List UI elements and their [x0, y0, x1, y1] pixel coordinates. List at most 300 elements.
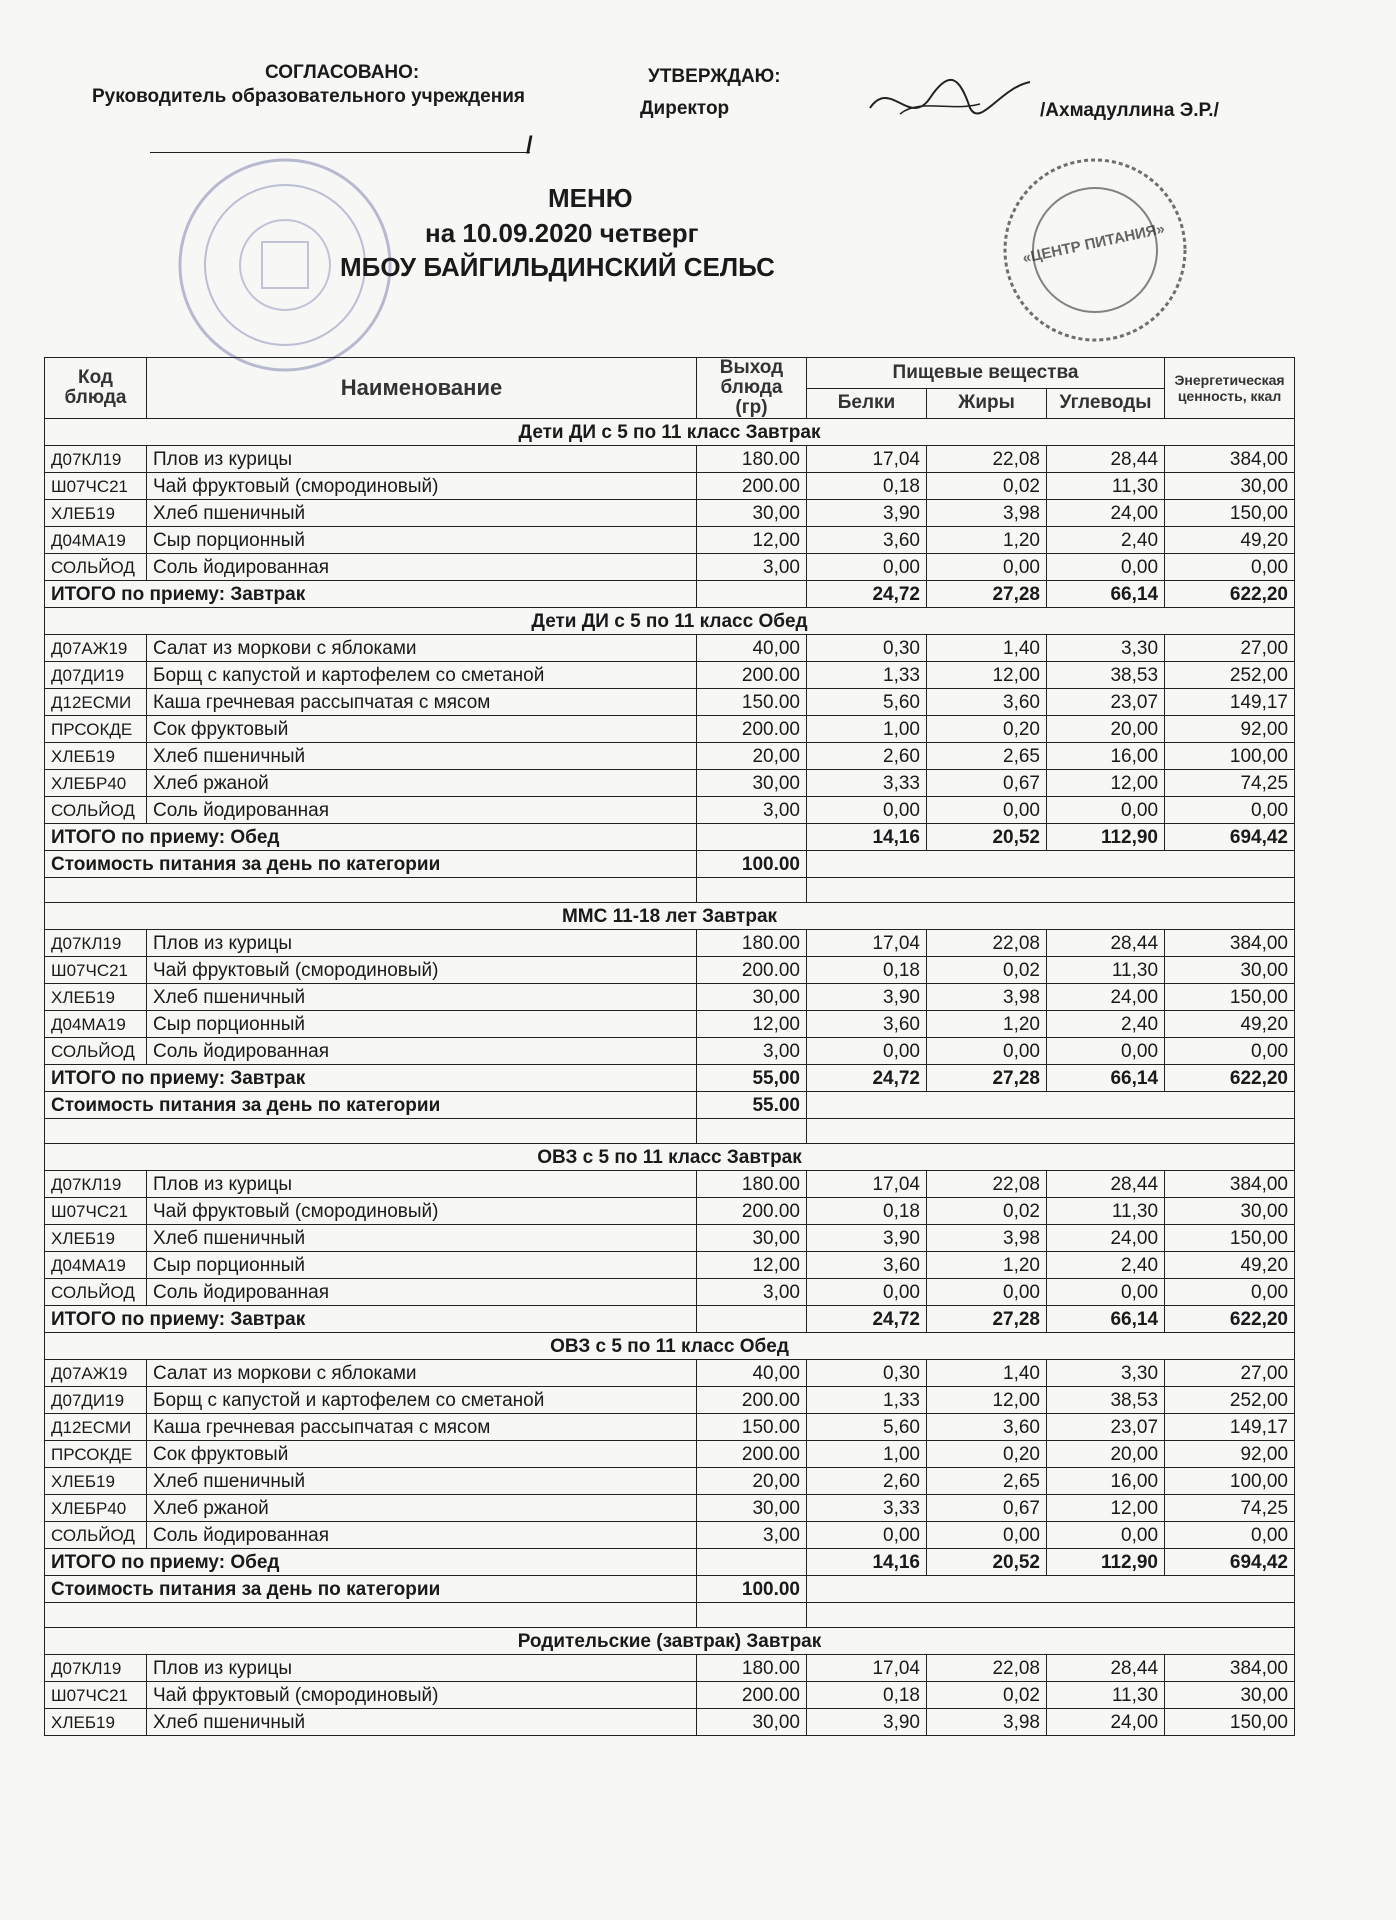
dish-name: Хлеб пшеничный — [147, 1468, 697, 1495]
dish-code: Д07КЛ19 — [45, 930, 147, 957]
dish-energy: 0,00 — [1165, 797, 1295, 824]
dish-fats: 0,02 — [927, 473, 1047, 500]
total-proteins: 24,72 — [807, 1306, 927, 1333]
total-energy: 622,20 — [1165, 581, 1295, 608]
cost-empty — [807, 851, 1295, 878]
dish-code: ХЛЕБ19 — [45, 1468, 147, 1495]
dish-name: Чай фруктовый (смородиновый) — [147, 473, 697, 500]
dish-yield: 40,00 — [697, 635, 807, 662]
dish-yield: 12,00 — [697, 527, 807, 554]
total-row — [45, 1306, 1295, 1333]
dish-code: СОЛЬЙОД — [45, 554, 147, 581]
dish-carbs: 3,30 — [1047, 1360, 1165, 1387]
dish-carbs: 0,00 — [1047, 797, 1165, 824]
dish-code: ХЛЕБР40 — [45, 770, 147, 797]
blank-cell — [807, 1119, 1295, 1144]
dish-code: Д07КЛ19 — [45, 446, 147, 473]
blank-cell — [697, 878, 807, 903]
dish-energy: 27,00 — [1165, 635, 1295, 662]
dish-yield: 20,00 — [697, 1468, 807, 1495]
dish-code: ХЛЕБ19 — [45, 743, 147, 770]
dish-energy: 92,00 — [1165, 716, 1295, 743]
dish-name: Хлеб пшеничный — [147, 1709, 697, 1736]
dish-energy: 30,00 — [1165, 1682, 1295, 1709]
dish-proteins: 3,60 — [807, 1252, 927, 1279]
total-carbs: 66,14 — [1047, 1065, 1165, 1092]
dish-energy: 0,00 — [1165, 1279, 1295, 1306]
dish-yield: 150.00 — [697, 1414, 807, 1441]
section-row — [45, 608, 1295, 635]
total-label: ИТОГО по приему: Обед — [45, 1549, 697, 1576]
total-row — [45, 1065, 1295, 1092]
dish-code: ХЛЕБ19 — [45, 1709, 147, 1736]
dish-proteins: 3,33 — [807, 1495, 927, 1522]
dish-name: Соль йодированная — [147, 554, 697, 581]
dish-name: Чай фруктовый (смородиновый) — [147, 957, 697, 984]
total-fats: 27,28 — [927, 1306, 1047, 1333]
dish-fats: 1,40 — [927, 635, 1047, 662]
dish-proteins: 3,90 — [807, 500, 927, 527]
table-row — [45, 1171, 1295, 1198]
dish-fats: 0,00 — [927, 1038, 1047, 1065]
dish-carbs: 11,30 — [1047, 957, 1165, 984]
total-row — [45, 1549, 1295, 1576]
blank-cell — [45, 1119, 697, 1144]
dish-carbs: 24,00 — [1047, 1225, 1165, 1252]
dish-name: Хлеб пшеничный — [147, 500, 697, 527]
dish-name: Чай фруктовый (смородиновый) — [147, 1198, 697, 1225]
dish-code: СОЛЬЙОД — [45, 797, 147, 824]
dish-code: Д07ДИ19 — [45, 1387, 147, 1414]
dish-proteins: 0,18 — [807, 1682, 927, 1709]
table-row — [45, 527, 1295, 554]
center-seal-text: «ЦЕНТР ПИТАНИЯ» — [1021, 220, 1167, 268]
dish-fats: 0,00 — [927, 1522, 1047, 1549]
total-label: ИТОГО по приему: Обед — [45, 824, 697, 851]
dish-proteins: 3,60 — [807, 527, 927, 554]
dish-carbs: 28,44 — [1047, 930, 1165, 957]
cost-value: 100.00 — [697, 851, 807, 878]
dish-carbs: 28,44 — [1047, 1171, 1165, 1198]
dish-code: Ш07ЧС21 — [45, 1682, 147, 1709]
dish-fats: 0,02 — [927, 957, 1047, 984]
dish-energy: 0,00 — [1165, 1038, 1295, 1065]
total-carbs: 66,14 — [1047, 1306, 1165, 1333]
dish-proteins: 17,04 — [807, 446, 927, 473]
dish-proteins: 3,90 — [807, 1709, 927, 1736]
col-name: Наименование — [147, 358, 697, 419]
table-row — [45, 770, 1295, 797]
dish-yield: 3,00 — [697, 554, 807, 581]
dish-yield: 40,00 — [697, 1360, 807, 1387]
table-row — [45, 446, 1295, 473]
dish-fats: 3,60 — [927, 1414, 1047, 1441]
dish-carbs: 11,30 — [1047, 1682, 1165, 1709]
dish-fats: 22,08 — [927, 1171, 1047, 1198]
table-row — [45, 635, 1295, 662]
total-yield — [697, 1549, 807, 1576]
dish-name: Плов из курицы — [147, 1171, 697, 1198]
dish-proteins: 2,60 — [807, 743, 927, 770]
total-energy: 622,20 — [1165, 1065, 1295, 1092]
section-title: ОВЗ с 5 по 11 класс Обед — [45, 1333, 1295, 1360]
dish-yield: 200.00 — [697, 1198, 807, 1225]
dish-name: Соль йодированная — [147, 797, 697, 824]
dish-name: Соль йодированная — [147, 1038, 697, 1065]
dish-proteins: 5,60 — [807, 1414, 927, 1441]
dish-name: Хлеб пшеничный — [147, 984, 697, 1011]
dish-yield: 30,00 — [697, 1495, 807, 1522]
total-energy: 694,42 — [1165, 1549, 1295, 1576]
dish-name: Плов из курицы — [147, 1655, 697, 1682]
dish-name: Сыр порционный — [147, 527, 697, 554]
approved-name: /Ахмадуллина Э.Р./ — [1040, 100, 1219, 121]
dish-energy: 92,00 — [1165, 1441, 1295, 1468]
dish-carbs: 28,44 — [1047, 1655, 1165, 1682]
total-fats: 27,28 — [927, 1065, 1047, 1092]
dish-fats: 2,65 — [927, 743, 1047, 770]
dish-carbs: 28,44 — [1047, 446, 1165, 473]
dish-carbs: 12,00 — [1047, 770, 1165, 797]
dish-carbs: 24,00 — [1047, 1709, 1165, 1736]
dish-energy: 49,20 — [1165, 1011, 1295, 1038]
dish-yield: 3,00 — [697, 1038, 807, 1065]
dish-name: Борщ с капустой и картофелем со сметаной — [147, 1387, 697, 1414]
dish-proteins: 3,90 — [807, 984, 927, 1011]
dish-fats: 1,20 — [927, 1252, 1047, 1279]
dish-name: Салат из моркови с яблоками — [147, 1360, 697, 1387]
dish-proteins: 1,33 — [807, 1387, 927, 1414]
total-energy: 694,42 — [1165, 824, 1295, 851]
total-proteins: 14,16 — [807, 1549, 927, 1576]
dish-yield: 200.00 — [697, 1441, 807, 1468]
dish-code: Д07АЖ19 — [45, 635, 147, 662]
section-row — [45, 419, 1295, 446]
table-row — [45, 1655, 1295, 1682]
cost-row — [45, 851, 1295, 878]
table-row — [45, 1495, 1295, 1522]
table-row — [45, 689, 1295, 716]
agreed-title: СОГЛАСОВАНО: — [265, 62, 420, 83]
dish-proteins: 3,90 — [807, 1225, 927, 1252]
cost-label: Стоимость питания за день по категории — [45, 1576, 697, 1603]
dish-fats: 3,98 — [927, 1709, 1047, 1736]
cost-value: 100.00 — [697, 1576, 807, 1603]
dish-energy: 30,00 — [1165, 1198, 1295, 1225]
total-fats: 20,52 — [927, 1549, 1047, 1576]
dish-yield: 3,00 — [697, 1522, 807, 1549]
dish-proteins: 0,18 — [807, 1198, 927, 1225]
dish-proteins: 0,00 — [807, 554, 927, 581]
blank-row — [45, 1119, 1295, 1144]
section-row — [45, 903, 1295, 930]
dish-yield: 150.00 — [697, 689, 807, 716]
table-row — [45, 1682, 1295, 1709]
dish-fats: 0,02 — [927, 1198, 1047, 1225]
dish-proteins: 0,00 — [807, 1522, 927, 1549]
dish-name: Каша гречневая рассыпчатая с мясом — [147, 1414, 697, 1441]
dish-yield: 200.00 — [697, 473, 807, 500]
table-row — [45, 1387, 1295, 1414]
dish-yield: 200.00 — [697, 957, 807, 984]
dish-fats: 3,98 — [927, 1225, 1047, 1252]
cost-label: Стоимость питания за день по категории — [45, 1092, 697, 1119]
dish-carbs: 38,53 — [1047, 662, 1165, 689]
dish-code: Д12ЕСМИ — [45, 1414, 147, 1441]
dish-energy: 74,25 — [1165, 1495, 1295, 1522]
table-row — [45, 1522, 1295, 1549]
dish-yield: 200.00 — [697, 662, 807, 689]
dish-carbs: 24,00 — [1047, 984, 1165, 1011]
dish-proteins: 0,30 — [807, 635, 927, 662]
dish-fats: 0,00 — [927, 554, 1047, 581]
dish-code: Ш07ЧС21 — [45, 473, 147, 500]
dish-name: Соль йодированная — [147, 1522, 697, 1549]
dish-carbs: 0,00 — [1047, 554, 1165, 581]
dish-fats: 22,08 — [927, 446, 1047, 473]
dish-carbs: 11,30 — [1047, 1198, 1165, 1225]
section-row — [45, 1144, 1295, 1171]
menu-body — [45, 419, 1295, 1736]
dish-name: Хлеб ржаной — [147, 1495, 697, 1522]
total-label: ИТОГО по приему: Завтрак — [45, 1306, 697, 1333]
blank-row — [45, 1603, 1295, 1628]
dish-proteins: 17,04 — [807, 1171, 927, 1198]
dish-energy: 49,20 — [1165, 527, 1295, 554]
agreed-role: Руководитель образовательного учреждения — [92, 86, 525, 107]
table-row — [45, 1360, 1295, 1387]
dish-energy: 100,00 — [1165, 743, 1295, 770]
dish-carbs: 0,00 — [1047, 1279, 1165, 1306]
total-yield — [697, 824, 807, 851]
table-row — [45, 716, 1295, 743]
dish-yield: 30,00 — [697, 770, 807, 797]
cost-row — [45, 1576, 1295, 1603]
dish-energy: 0,00 — [1165, 554, 1295, 581]
col-fats: Жиры — [927, 388, 1047, 419]
dish-fats: 0,00 — [927, 797, 1047, 824]
table-row — [45, 1038, 1295, 1065]
dish-code: Д07КЛ19 — [45, 1655, 147, 1682]
dish-code: Ш07ЧС21 — [45, 957, 147, 984]
dish-carbs: 2,40 — [1047, 1252, 1165, 1279]
dish-carbs: 3,30 — [1047, 635, 1165, 662]
table-row — [45, 1252, 1295, 1279]
dish-fats: 12,00 — [927, 1387, 1047, 1414]
dish-proteins: 0,30 — [807, 1360, 927, 1387]
cost-label: Стоимость питания за день по категории — [45, 851, 697, 878]
total-yield — [697, 1306, 807, 1333]
total-fats: 27,28 — [927, 581, 1047, 608]
dish-carbs: 16,00 — [1047, 743, 1165, 770]
dish-energy: 27,00 — [1165, 1360, 1295, 1387]
cost-row — [45, 1092, 1295, 1119]
dish-fats: 1,40 — [927, 1360, 1047, 1387]
dish-name: Каша гречневая рассыпчатая с мясом — [147, 689, 697, 716]
dish-energy: 149,17 — [1165, 1414, 1295, 1441]
dish-carbs: 20,00 — [1047, 716, 1165, 743]
cost-empty — [807, 1576, 1295, 1603]
table-row — [45, 1709, 1295, 1736]
dish-code: Д12ЕСМИ — [45, 689, 147, 716]
dish-fats: 0,00 — [927, 1279, 1047, 1306]
total-fats: 20,52 — [927, 824, 1047, 851]
dish-proteins: 0,00 — [807, 797, 927, 824]
section-title: Дети ДИ с 5 по 11 класс Завтрак — [45, 419, 1295, 446]
dish-fats: 0,67 — [927, 770, 1047, 797]
dish-fats: 12,00 — [927, 662, 1047, 689]
dish-name: Сыр порционный — [147, 1011, 697, 1038]
blank-cell — [697, 1119, 807, 1144]
blank-cell — [45, 878, 697, 903]
dish-yield: 180.00 — [697, 1171, 807, 1198]
dish-energy: 149,17 — [1165, 689, 1295, 716]
menu-table — [44, 357, 1295, 1736]
dish-yield: 20,00 — [697, 743, 807, 770]
dish-energy: 150,00 — [1165, 500, 1295, 527]
dish-energy: 150,00 — [1165, 1225, 1295, 1252]
dish-code: ПРСОКДЕ — [45, 716, 147, 743]
dish-code: СОЛЬЙОД — [45, 1279, 147, 1306]
dish-carbs: 38,53 — [1047, 1387, 1165, 1414]
dish-code: Д04МА19 — [45, 1011, 147, 1038]
dish-yield: 30,00 — [697, 500, 807, 527]
dish-proteins: 2,60 — [807, 1468, 927, 1495]
dish-energy: 49,20 — [1165, 1252, 1295, 1279]
dish-fats: 0,02 — [927, 1682, 1047, 1709]
table-row — [45, 1414, 1295, 1441]
dish-fats: 3,98 — [927, 984, 1047, 1011]
dish-fats: 0,20 — [927, 1441, 1047, 1468]
table-row — [45, 984, 1295, 1011]
dish-carbs: 23,07 — [1047, 1414, 1165, 1441]
dish-carbs: 23,07 — [1047, 689, 1165, 716]
dish-code: СОЛЬЙОД — [45, 1522, 147, 1549]
dish-name: Чай фруктовый (смородиновый) — [147, 1682, 697, 1709]
dish-proteins: 0,00 — [807, 1279, 927, 1306]
dish-name: Сок фруктовый — [147, 1441, 697, 1468]
director-signature — [860, 68, 1040, 138]
dish-energy: 384,00 — [1165, 930, 1295, 957]
total-energy: 622,20 — [1165, 1306, 1295, 1333]
menu-date: на 10.09.2020 четверг — [425, 218, 699, 248]
total-carbs: 66,14 — [1047, 581, 1165, 608]
dish-code: Д04МА19 — [45, 1252, 147, 1279]
dish-carbs: 20,00 — [1047, 1441, 1165, 1468]
total-label: ИТОГО по приему: Завтрак — [45, 1065, 697, 1092]
dish-yield: 180.00 — [697, 930, 807, 957]
section-row — [45, 1628, 1295, 1655]
dish-energy: 0,00 — [1165, 1522, 1295, 1549]
dish-energy: 252,00 — [1165, 1387, 1295, 1414]
section-title: ММС 11-18 лет Завтрак — [45, 903, 1295, 930]
dish-code: Д07КЛ19 — [45, 1171, 147, 1198]
dish-name: Соль йодированная — [147, 1279, 697, 1306]
dish-yield: 12,00 — [697, 1011, 807, 1038]
dish-code: ХЛЕБР40 — [45, 1495, 147, 1522]
total-carbs: 112,90 — [1047, 1549, 1165, 1576]
col-code: Код блюда — [45, 358, 147, 419]
approved-role: Директор — [640, 98, 730, 119]
dish-proteins: 1,33 — [807, 662, 927, 689]
dish-yield: 30,00 — [697, 984, 807, 1011]
total-row — [45, 581, 1295, 608]
table-row — [45, 473, 1295, 500]
dish-fats: 2,65 — [927, 1468, 1047, 1495]
dish-yield: 30,00 — [697, 1225, 807, 1252]
table-row — [45, 957, 1295, 984]
dish-code: ХЛЕБ19 — [45, 1225, 147, 1252]
center-seal — [995, 150, 1195, 350]
col-proteins: Белки — [807, 388, 927, 419]
total-proteins: 24,72 — [807, 1065, 927, 1092]
blank-cell — [45, 1603, 697, 1628]
dish-energy: 30,00 — [1165, 473, 1295, 500]
dish-yield: 200.00 — [697, 716, 807, 743]
dish-proteins: 1,00 — [807, 1441, 927, 1468]
dish-code: СОЛЬЙОД — [45, 1038, 147, 1065]
col-yield: Выход блюда (гр) — [697, 358, 807, 419]
blank-cell — [807, 878, 1295, 903]
dish-proteins: 0,18 — [807, 957, 927, 984]
total-yield: 55,00 — [697, 1065, 807, 1092]
total-proteins: 14,16 — [807, 824, 927, 851]
dish-yield: 12,00 — [697, 1252, 807, 1279]
section-title: ОВЗ с 5 по 11 класс Завтрак — [45, 1144, 1295, 1171]
dish-code: Д07АЖ19 — [45, 1360, 147, 1387]
dish-proteins: 3,60 — [807, 1011, 927, 1038]
dish-fats: 1,20 — [927, 527, 1047, 554]
page-title: МЕНЮ — [548, 183, 633, 213]
approved-title: УТВЕРЖДАЮ: — [648, 66, 781, 87]
table-row — [45, 1225, 1295, 1252]
cost-empty — [807, 1092, 1295, 1119]
table-row — [45, 1441, 1295, 1468]
dish-fats: 22,08 — [927, 930, 1047, 957]
dish-energy: 74,25 — [1165, 770, 1295, 797]
total-row — [45, 824, 1295, 851]
dish-name: Сок фруктовый — [147, 716, 697, 743]
agreed-slash: / — [526, 132, 533, 159]
dish-yield: 180.00 — [697, 446, 807, 473]
dish-yield: 30,00 — [697, 1709, 807, 1736]
dish-energy: 384,00 — [1165, 1655, 1295, 1682]
dish-fats: 0,20 — [927, 716, 1047, 743]
table-row — [45, 1011, 1295, 1038]
table-row — [45, 554, 1295, 581]
dish-yield: 180.00 — [697, 1655, 807, 1682]
dish-proteins: 0,18 — [807, 473, 927, 500]
dish-name: Борщ с капустой и картофелем со сметаной — [147, 662, 697, 689]
dish-name: Плов из курицы — [147, 446, 697, 473]
total-proteins: 24,72 — [807, 581, 927, 608]
dish-energy: 100,00 — [1165, 1468, 1295, 1495]
table-row — [45, 743, 1295, 770]
dish-code: Ш07ЧС21 — [45, 1198, 147, 1225]
section-row — [45, 1333, 1295, 1360]
dish-yield: 200.00 — [697, 1682, 807, 1709]
dish-code: Д07ДИ19 — [45, 662, 147, 689]
dish-carbs: 24,00 — [1047, 500, 1165, 527]
dish-fats: 3,98 — [927, 500, 1047, 527]
dish-yield: 200.00 — [697, 1387, 807, 1414]
section-title: Дети ДИ с 5 по 11 класс Обед — [45, 608, 1295, 635]
dish-code: Д04МА19 — [45, 527, 147, 554]
col-carbs: Углеводы — [1047, 388, 1165, 419]
table-row — [45, 1468, 1295, 1495]
dish-carbs: 12,00 — [1047, 1495, 1165, 1522]
blank-row — [45, 878, 1295, 903]
